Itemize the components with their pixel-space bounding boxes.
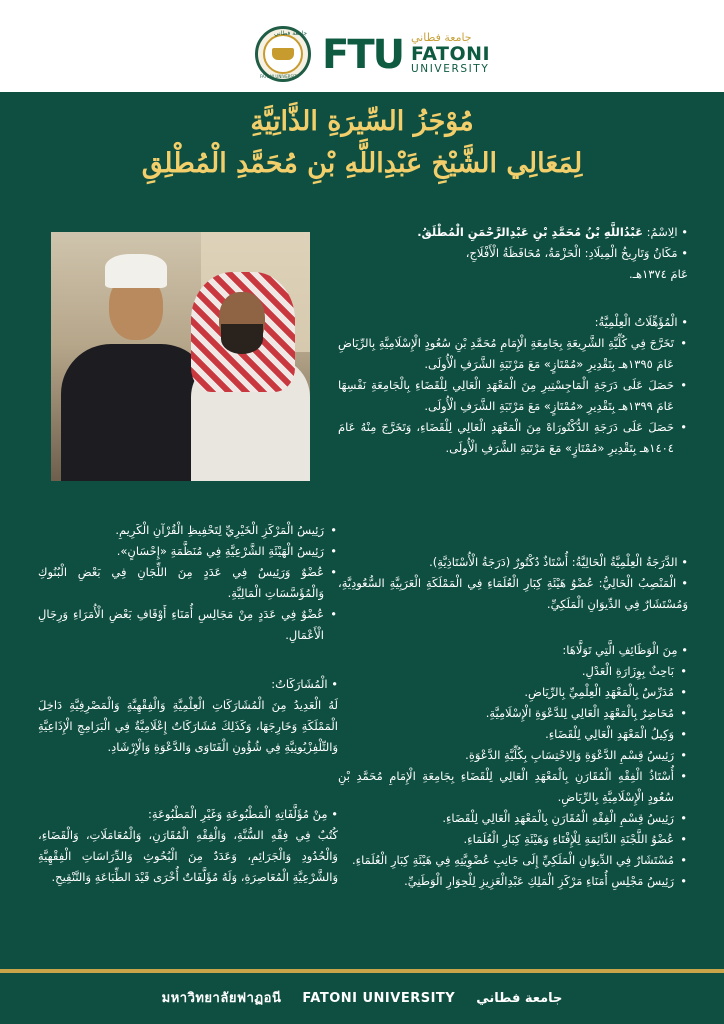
participations-block: [38, 674, 338, 758]
header: [0, 0, 724, 92]
roles-list: [38, 520, 338, 646]
position-item: • أُسْتَاذُ الْفِقْهِ الْمُقَارَنِ بِالْمَعْهَدِ الْعَالِي لِلْقَضَاءِ بِجَامِعَةِ الْإِمَامِ مُحَمَّدِ بْنِ سُعُودٍ الْإِسْلَامِيَّةِ بِالرِّيَاضِ.: [338, 766, 674, 808]
qualification-item: • حَصَلَ عَلَى دَرَجَةِ الْمَاجِسْتِيرِ مِنَ الْمَعْهَدِ الْعَالِي لِلْقَضَاءِ بِالْجَامِعَةِ نَفْسِهَا عَامَ ١٣٩٩هـ بِتَقْدِيرِ «مُمْتَازٍ» مَعَ مَرْتَبَةِ الشَّرَفِ الْأُولَى.: [338, 375, 674, 417]
position-item: • مُدَرِّسٌ بِالْمَعْهَدِ الْعِلْمِيِّ بِالرِّيَاضِ.: [338, 682, 674, 703]
works-text: كُتُبٌ فِي فِقْهِ السُّنَّةِ، وَالْفِقْهِ الْمُقَارَنِ، وَالْمُعَامَلَاتِ، وَالْقَضَاءِ، وَالْحُدُودِ وَالْجَرَائِمِ، وَعَدَدٌ مِنَ الْبُحُوثِ وَالدِّرَاسَاتِ الْفِقْهِيَّةِ وَالشَّرْعِيَّةِ الْمُعَاصِرَةِ، وَلَهُ مُؤَلَّفَاتٌ أُخْرَى قَيْدَ الطِّبَاعَةِ وَالتَّنْقِيحِ.: [38, 828, 338, 884]
footer-thai: มหาวิทยาลัยฟาฏอนี: [161, 991, 282, 1006]
position-item: • بَاحِثٌ بِوِزَارَةِ الْعَدْلِ.: [338, 661, 674, 682]
current-position: • الْمَنْصِبُ الْحَالِيُّ: عُضْوُ هَيْئَةِ كِبَارِ الْعُلَمَاءِ فِي الْمَمْلَكَةِ الْعَرَبِيَّةِ السُّعُودِيَّةِ، وَمُسْتَشَارٌ فِي الدِّيوَانِ الْمَلَكِيِّ.: [338, 576, 688, 611]
position-item: • مُسْتَشَارٌ فِي الدِّيوَانِ الْمَلَكِيِّ إِلَى جَانِبِ عُضْوِيَّتِهِ فِي هَيْئَةِ كِبَارِ الْعُلَمَاءِ.: [338, 850, 674, 871]
page-subtitle: لِمَعَالِي الشَّيْخِ عَبْدِاللَّهِ بْنِ مُحَمَّدِ الْمُطْلِقِ: [141, 148, 583, 179]
works-heading: • مِنْ مُؤَلَّفَاتِهِ الْمَطْبُوعَةِ وَغَيْرِ الْمَطْبُوعَةِ:: [148, 807, 338, 821]
participations-heading: • الْمُشَارَكَاتُ:: [271, 677, 338, 691]
current-degree: • الدَّرَجَةُ الْعِلْمِيَّةُ الْحَالِيَّةُ: أُسْتَاذٌ دُكْتُورٌ (دَرَجَةُ الْأُسْتَاذِيَّةِ).: [429, 555, 688, 569]
ftu-logo-mark: FTU: [322, 32, 404, 78]
qualifications-heading: • الْمُؤَهِّلَاتُ الْعِلْمِيَّةُ:: [594, 315, 688, 329]
logo-subname: UNIVERSITY: [411, 63, 490, 75]
main-panel: [0, 92, 724, 969]
seal-top-text: جامعة فطاني: [274, 30, 308, 37]
position-item: • عُضْوُ اللَّجْنَةِ الدَّائِمَةِ لِلْإِفْتَاءِ وَهَيْئَةِ كِبَارِ الْعُلَمَاءِ.: [338, 829, 674, 850]
name-label: • الِاسْمُ:: [646, 225, 688, 239]
qualification-item: • حَصَلَ عَلَى دَرَجَةِ الدُّكْتُورَاهْ مِنَ الْمَعْهَدِ الْعَالِي لِلْقَضَاءِ، وَتَخَرَّجَ مِنْهُ عَامَ ١٤٠٤هـ بِتَقْدِيرِ «مُمْتَازٍ» مَعَ مَرْتَبَةِ الشَّرَفِ الْأُولَى.: [338, 417, 674, 459]
degree-block: [338, 552, 688, 615]
logo-arabic: جامعة فطاني: [411, 31, 472, 44]
qualification-item: • تَخَرَّجَ فِي كُلِّيَّةِ الشَّرِيعَةِ بِجَامِعَةِ الْإِمَامِ مُحَمَّدِ بْنِ سُعُودٍ الْإِسْلَامِيَّةِ بِالرِّيَاضِ عَامَ ١٣٩٥هـ بِتَقْدِيرِ «مُمْتَازٍ» مَعَ مَرْتَبَةِ الشَّرَفِ الْأُولَى.: [338, 333, 674, 375]
portrait-photo: [51, 232, 310, 481]
footer-arabic: جامعة فطاني: [476, 991, 563, 1006]
position-item: • مُحَاضِرٌ بِالْمَعْهَدِ الْعَالِي لِلدَّعْوَةِ الْإِسْلَامِيَّةِ.: [338, 703, 674, 724]
personal-info: [338, 222, 688, 285]
works-block: [38, 804, 338, 888]
participations-text: لَهُ الْعَدِيدُ مِنَ الْمُشَارَكَاتِ الْعِلْمِيَّةِ وَالْفِقْهِيَّةِ وَالْمَصْرِفِيَّةِ دَاخِلَ الْمَمْلَكَةِ وَخَارِجَهَا، وَكَذَلِكَ مُشَارَكَاتٌ إِعْلَامِيَّةٌ فِي الْبَرَامِجِ الْإِذَاعِيَّةِ وَالتِّلْفِزْيُونِيَّةِ فِي شُؤُونِ الْفَتَاوَى وَالدَّعْوَةِ وَالْإِرْشَادِ.: [38, 698, 338, 754]
logo-name: FATONI: [411, 43, 491, 65]
position-item: • رَئِيسُ مَجْلِسِ أُمَنَاءِ مَرْكَزِ الْمَلِكِ عَبْدِالْعَزِيزِ لِلْحِوَارِ الْوَطَنِيِّ.: [338, 871, 674, 892]
birth-info: • مَكَانُ وَتَارِيخُ الْمِيلَادِ: الْحَزْمَةُ، مُحَافَظَةُ الْأَفْلَاجِ،: [465, 246, 688, 260]
footer: [0, 969, 724, 1024]
name-value: عَبْدُاللَّهِ بْنُ مُحَمَّدِ بْنِ عَبْدِالرَّحْمَنِ الْمُطْلَقُ.: [417, 225, 643, 239]
positions-heading: • مِنَ الْوَظَائِفِ الَّتِي تَوَلَّاهَا:: [562, 643, 688, 657]
seal-bottom-text: FATONI UNIVERSITY: [260, 74, 300, 79]
qualifications-block: [338, 312, 688, 459]
role-item: • عُضْوٌ وَرَئِيسٌ فِي عَدَدٍ مِنَ اللِّجَانِ فِي بَعْضِ الْبُنُوكِ وَالْمُؤَسَّسَاتِ الْمَالِيَّةِ.: [38, 562, 324, 604]
role-item: • عُضْوٌ فِي عَدَدٍ مِنْ مَجَالِسِ أُمَنَاءِ أَوْقَافِ بَعْضِ الْأُمَرَاءِ وَرِجَالِ الْأَعْمَالِ.: [38, 604, 324, 646]
position-item: • رَئِيسُ قِسْمِ الدَّعْوَةِ وَالِاحْتِسَابِ بِكُلِّيَّةِ الدَّعْوَةِ.: [338, 745, 674, 766]
role-item: • رَئِيسُ الْهَيْئَةِ الشَّرْعِيَّةِ فِي مُنَظَّمَةِ «إِحْسَانٍ».: [38, 541, 324, 562]
page-title: مُوْجَزُ السِّيرَةِ الذَّاتِيَّةِ: [250, 106, 474, 137]
position-item: • رَئِيسُ قِسْمِ الْفِقْهِ الْمُقَارَنِ بِالْمَعْهَدِ الْعَالِي لِلْقَضَاءِ.: [338, 808, 674, 829]
university-seal: [255, 26, 311, 82]
footer-english: FATONI UNIVERSITY: [302, 991, 456, 1006]
seal-book-icon: [263, 34, 303, 74]
positions-block: [338, 640, 688, 892]
birth-year: عَامَ ١٣٧٤هـ.: [629, 267, 688, 281]
position-item: • وَكِيلُ الْمَعْهَدِ الْعَالِي لِلْقَضَاءِ.: [338, 724, 674, 745]
footer-text: [0, 987, 724, 1008]
role-item: • رَئِيسُ الْمَرْكَزِ الْخَيْرِيِّ لِتَحْفِيظِ الْقُرْآنِ الْكَرِيمِ.: [38, 520, 324, 541]
